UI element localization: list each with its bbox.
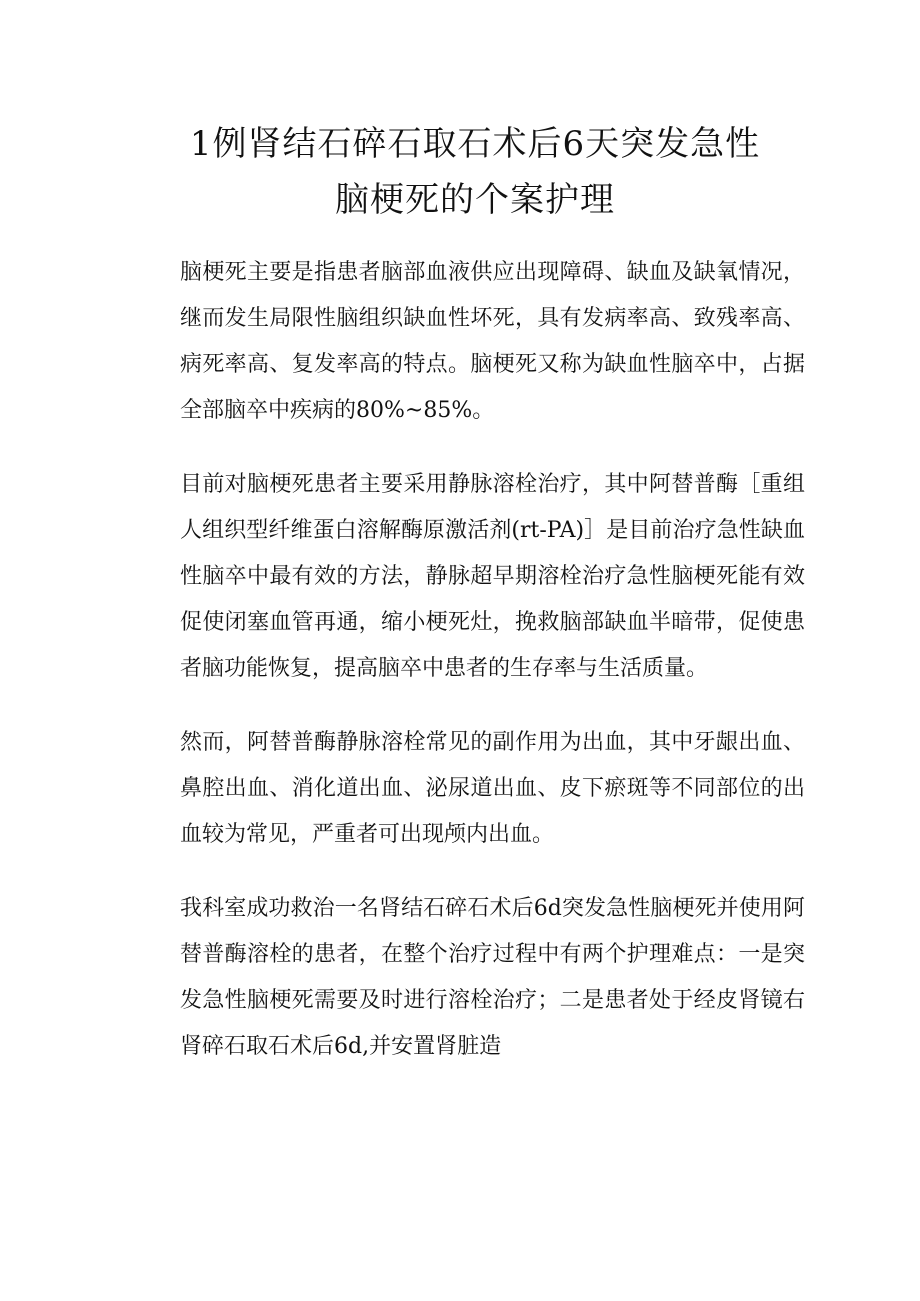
paragraph-intro: 脑梗死主要是指患者脑部血液供应出现障碍、缺血及缺氧情况，继而发生局限性脑组织缺血性坏死，具有发病率高、致残率高、病死率高、复发率高的特点。脑梗死又称为缺血性脑卒中，占据全部脑卒中疾病的80%~85%。 [180, 260, 805, 423]
paragraph-case: 我科室成功救治一名肾结石碎石术后6d突发急性脑梗死并使用阿替普酶溶栓的患者，在整个治疗过程中有两个护理难点：一是突发急性脑梗死需要及时进行溶栓治疗；二是患者处于经皮肾镜右肾碎石取石术后6d,并安置肾脏造 [180, 896, 805, 1059]
paragraph-side-effects: 然而，阿替普酶静脉溶栓常见的副作用为出血，其中牙龈出血、鼻腔出血、消化道出血、泌尿道出血、皮下瘀斑等不同部位的出血较为常见，严重者可出现颅内出血。 [180, 730, 805, 847]
document-body [180, 250, 805, 1098]
title-line-2: 脑梗死的个案护理 [335, 180, 615, 220]
paragraph-treatment: 目前对脑梗死患者主要采用静脉溶栓治疗，其中阿替普酶［重组人组织型纤维蛋白溶解酶原激活剂(rt-PA)］是目前治疗急性缺血性脑卒中最有效的方法，静脉超早期溶栓治疗急性脑梗死能有效促使闭塞血管再通，缩小梗死灶，挽救脑部缺血半暗带，促使患者脑功能恢复，提高脑卒中患者的生存率与生活质量。 [180, 472, 805, 681]
title-line-1: 1例肾结石碎石取石术后6天突发急性 [189, 124, 761, 164]
document-title [150, 116, 800, 228]
